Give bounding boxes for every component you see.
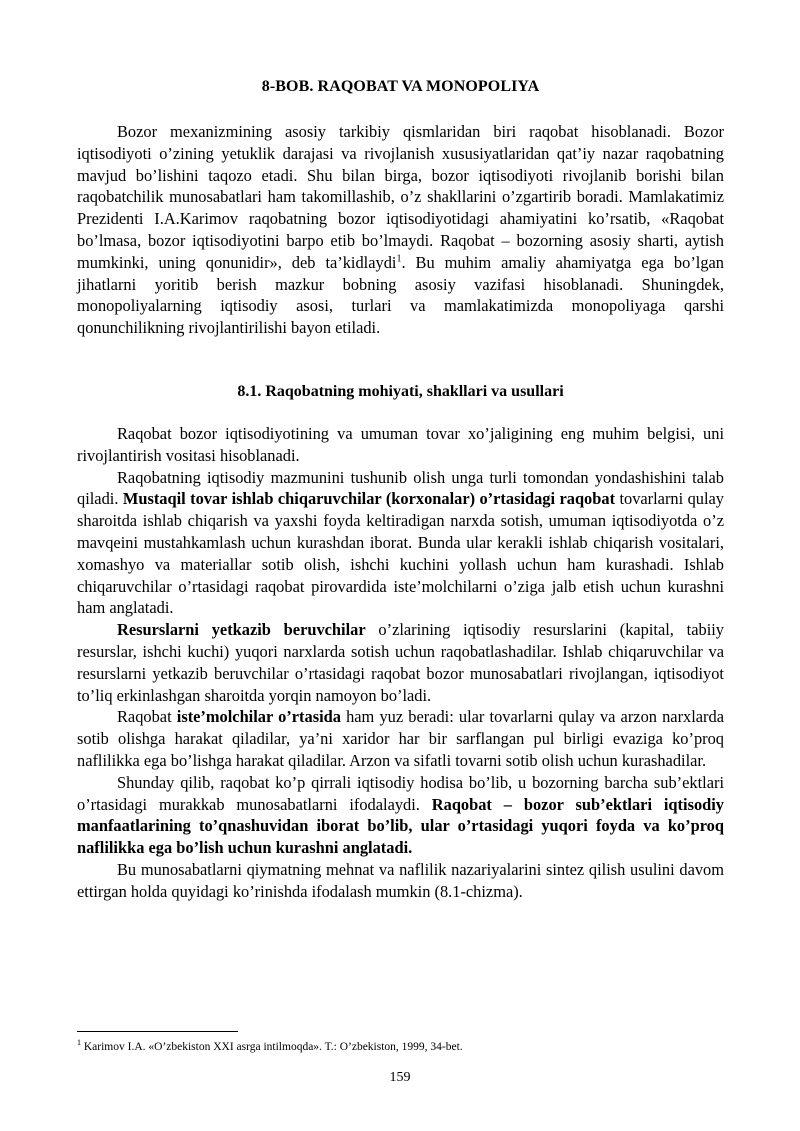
section-title: 8.1. Raqobatning mohiyati, shakllari va usullari [237,383,564,400]
intro-paragraph [77,121,724,339]
paragraph-4-bold: iste’molchilar o’rtasida [176,707,341,727]
footnote [77,1040,724,1054]
paragraph-5 [77,772,724,859]
paragraph-4-text-a: Raqobat [117,707,177,727]
chapter-title: 8-BOB. RAQOBAT VA MONOPOLIYA [261,78,540,95]
footnote-divider [77,1031,238,1032]
footnote-reference[interactable]: 1 [396,253,402,265]
paragraph-4-text-b: ham yuz beradi: ular tovarlarni qulay va arzon narxlarda sotib olishga harakat qiladilar, ya’ni xaridor har bir sarflangan pul birligi evaziga ko’proq naflilikka ega bo’lishga harakat qiladilar. Arzon va sifatli tovarni sotib olish uchun kurashadilar. [77,707,724,770]
paragraph-2-text-b: tovarlarni qulay sharoitda ishlab chiqarish va yaxshi foyda keltiradigan narxda sotish, umuman iqtisodiyotda o’z mavqeini mustahkamlash uchun kurashdan iborat. Bunda ular kerakli ishlab chiqarish vositalari, xomashyo va materiallar sotib olish, ishchi kuchini yollash uchun ham kurashadi. Ishlab chiqaruvchilar o’rtasidagi raqobat pirovardida iste’molchilarni o’ziga jalb etish uchun kurashni ham anglatadi. [77,489,725,618]
paragraph-2 [77,467,724,620]
paragraph-1: Raqobat bozor iqtisodiyotining va umuman tovar xo’jaligining eng muhim belgisi, uni rivojlantirish vositasi hisoblanadi. [77,424,724,465]
footnote-text: Karimov I.A. «O’zbekiston XXI asrga intilmoqda». T.: O’zbekiston, 1999, 34-bet. [81,1041,463,1053]
intro-text-a: Bozor mexanizmining asosiy tarkibiy qismlaridan biri raqobat hisoblanadi. Bozor iqtisodiyoti o’zining yetuklik darajasi va rivojlanish xususiyatlaridan qat’iy nazar raqobatning mavjud bo’lishini taqozo etadi. Shu bilan birga, bozor iqtisodiyoti rivojlanib borishi bilan raqobatchilik munosabatlari ham takomillashib, o’z shakllarini o’zgartirib boradi. Mamlakatimiz Prezidenti I.A.Karimov raqobatning bozor iqtisodiyotidagi ahamiyatini ko’rsatib, «Raqobat bo’lmasa, bozor iqtisodiyotini barpo etib bo’lmaydi. Raqobat – bozorning asosiy sharti, aytish mumkinki, uning qonunidir», deb ta’kidlaydi [77,122,724,272]
paragraph-3 [77,619,724,706]
paragraph-3-bold: Resurslarni yetkazib beruvchilar [117,620,366,640]
paragraph-2-text-a: Raqobatning iqtisodiy mazmunini tushunib olish unga turli tomondan yondashishini talab qiladi. [77,467,724,509]
intro-section [77,121,724,339]
paragraph-5-bold: Raqobat – bozor sub’ektlari iqtisodiy manfaatlarining to’qnashuvidan iborat bo’lib, ular o’rtasidagi yuqori foyda va ko’proq naflilikka ega bo’lish uchun kurashni anglatadi. [77,794,725,858]
intro-text-b: . Bu muhim amaliy ahamiyatga ega bo’lgan jihatlarni yoritib berish mazkur bobning asosiy vazifasi hisoblanadi. Shuningdek, monopoliyalarning iqtisodiy asosi, turlari va mamlakatimizda monopoliyaga qarshi qonunchilikning rivojlantirilishi bayon etiladi. [77,252,724,338]
paragraph-2-bold: Mustaqil tovar ishlab chiqaruvchilar (korxonalar) o’rtasidagi raqobat [122,489,616,509]
paragraph-6: Bu munosabatlarni qiymatning mehnat va naflilik nazariyalarini sintez qilish usulini davom ettirgan holda quyidagi ko’rinishda ifodalash mumkin (8.1-chizma). [77,859,724,901]
paragraph-5-text-a: Shunday qilib, raqobat ko’p qirrali iqtisodiy hodisa bo’lib, u bozorning barcha sub’ektlari o’rtasidagi murakkab munosabatlarni ifodalaydi. [77,772,724,814]
paragraph-3-text: o’zlarining iqtisodiy resurslarini (kapital, tabiiy resurslar, ishchi kuchi) yuqori narxlarda sotish uchun raqobatlashadilar. Ishlab chiqaruvchilar va resurslarni yetkazib beruvchilar o’rtasidagi raqobat bozor munosabatlari rivojlangan, iqtisodiyot to’liq erkinlashgan sharoitda yorqin namoyon bo’ladi. [77,620,725,705]
section-body [77,423,724,903]
footnote-mark: 1 [77,1038,81,1048]
paragraph-4 [77,706,724,771]
page-number: 159 [389,1070,411,1085]
